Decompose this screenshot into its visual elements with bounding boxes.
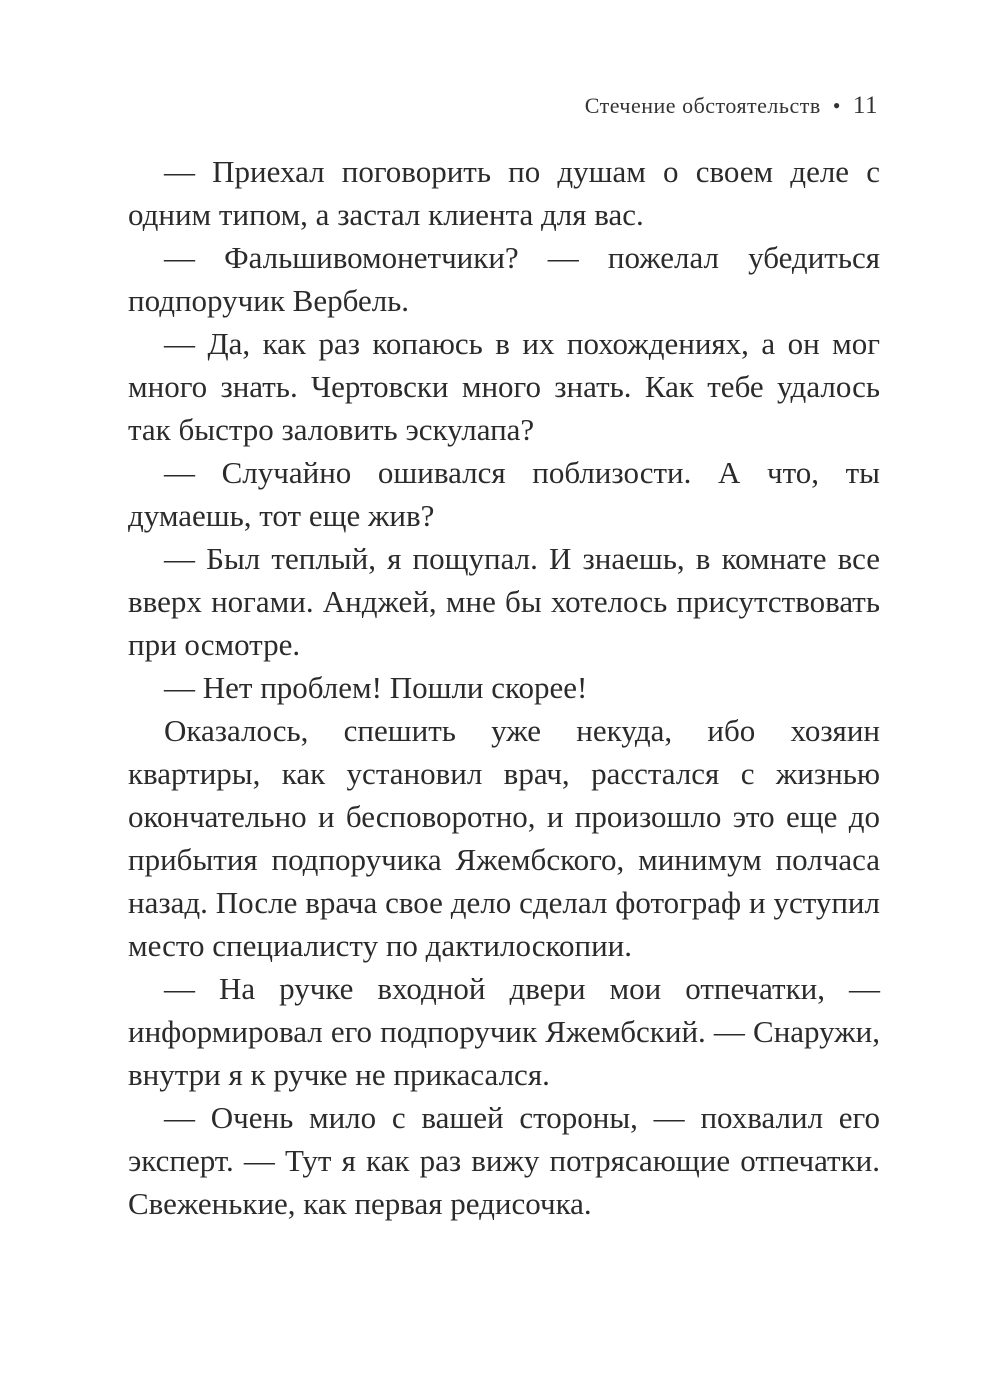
header-separator: •: [832, 93, 841, 118]
paragraph: — Случайно ошивался поблизости. А что, ты думаешь, тот еще жив?: [128, 455, 880, 533]
paragraph: Оказалось, спешить уже некуда, ибо хозяин квартиры, как установил врач, расстался с жизнью окончательно и бесповоротно, и произошло это еще до прибытия подпоручика Яжембского, минимум полчаса назад. После врача свое дело сделал фотограф и уступил место специалисту по дактилоскопии.: [128, 713, 880, 963]
paragraph: — Да, как раз копаюсь в их похождениях, а он мог много знать. Чертовски много знать. Как тебе удалось так быстро заловить эскулапа?: [128, 326, 880, 447]
body-text: [128, 150, 880, 1225]
paragraph: — Приехал поговорить по душам о своем деле с одним типом, а застал клиента для вас.: [128, 154, 880, 232]
page-number: 11: [852, 92, 878, 119]
running-header: [585, 92, 878, 120]
paragraph: — Очень мило с вашей стороны, — похвалил его эксперт. — Тут я как раз вижу потрясающие отпечатки. Свеженькие, как первая редисочка.: [128, 1100, 880, 1221]
paragraph: — На ручке входной двери мои отпечатки, — информировал его подпоручик Яжембский. — Снаружи, внутри я к ручке не прикасался.: [128, 971, 880, 1092]
paragraph: — Фальшивомонетчики? — пожелал убедиться подпоручик Вербель.: [128, 240, 880, 318]
chapter-title: Стечение обстоятельств: [584, 93, 821, 118]
paragraph: — Был теплый, я пощупал. И знаешь, в комнате все вверх ногами. Анджей, мне бы хотелось присутствовать при осмотре.: [128, 541, 880, 662]
paragraph: — Нет проблем! Пошли скорее!: [164, 670, 588, 705]
